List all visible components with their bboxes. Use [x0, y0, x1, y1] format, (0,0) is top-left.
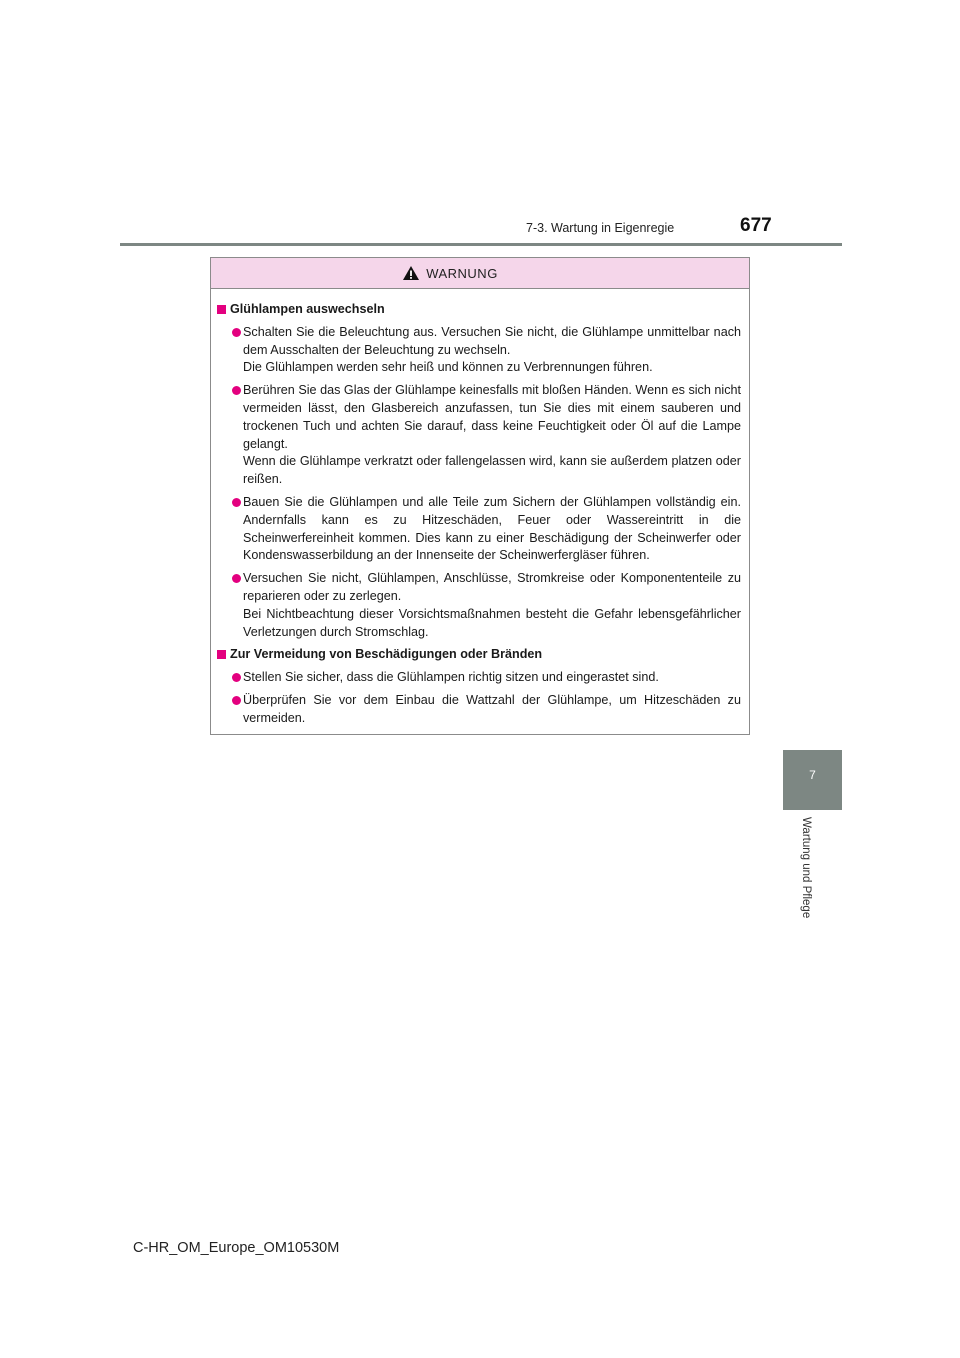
- list-item: [217, 669, 741, 687]
- page-number: 677: [740, 215, 772, 236]
- bullet-icon: [232, 498, 241, 507]
- list-item: [217, 570, 741, 641]
- section-title-text: Glühlampen auswechseln: [230, 302, 385, 316]
- warning-body: [211, 289, 749, 728]
- header-divider: [120, 243, 842, 246]
- warning-box: [210, 257, 750, 735]
- section-title-bulb-change: [217, 301, 741, 319]
- item-paragraph: Wenn die Glühlampe verkratzt oder fallengelassen wird, kann sie außerdem platzen oder reißen.: [243, 454, 741, 487]
- chapter-tab: [783, 750, 842, 810]
- chapter-label-container: [802, 817, 822, 937]
- item-paragraph: Schalten Sie die Beleuchtung aus. Versuchen Sie nicht, die Glühlampe unmittelbar nach dem Ausschalten der Beleuchtung zu wechseln.: [243, 324, 741, 357]
- list-item: [217, 324, 741, 377]
- warning-triangle-icon: [402, 265, 420, 281]
- square-bullet-icon: [217, 305, 226, 314]
- chapter-number: 7: [809, 768, 816, 782]
- section-heading: 7-3. Wartung in Eigenregie: [526, 221, 675, 235]
- item-paragraph: Berühren Sie das Glas der Glühlampe keinesfalls mit bloßen Händen. Wenn es sich nicht vermeiden lässt, den Glasbereich anzufassen, tun Sie dies mit einem sauberen und trockenen Tuch und achten Sie darauf, dass keine Feuchtigkeit oder Öl auf die Lampe gelangt.: [243, 383, 741, 451]
- chapter-label: Wartung und Pflege: [800, 817, 812, 919]
- item-paragraph: Stellen Sie sicher, dass die Glühlampen richtig sitzen und eingerastet sind.: [243, 670, 659, 685]
- bullet-icon: [232, 673, 241, 682]
- bullet-icon: [232, 386, 241, 395]
- item-paragraph: Die Glühlampen werden sehr heiß und können zu Verbrennungen führen.: [243, 360, 653, 375]
- warning-header: [211, 258, 749, 289]
- bullet-icon: [232, 696, 241, 705]
- list-item: [217, 494, 741, 565]
- item-paragraph: Bei Nichtbeachtung dieser Vorsichtsmaßnahmen besteht die Gefahr lebensgefährlicher Verletzungen durch Stromschlag.: [243, 606, 741, 639]
- list-item: [217, 382, 741, 489]
- item-paragraph: Versuchen Sie nicht, Glühlampen, Anschlüsse, Stromkreise oder Komponententeile zu reparieren oder zu zerlegen.: [243, 571, 741, 603]
- document-id: C-HR_OM_Europe_OM10530M: [133, 1240, 340, 1256]
- list-item: [217, 692, 741, 728]
- square-bullet-icon: [217, 650, 226, 659]
- warning-title: WARNUNG: [426, 265, 498, 281]
- section-title-damage-prevention: [217, 646, 741, 664]
- section-title-text: Zur Vermeidung von Beschädigungen oder Bränden: [230, 647, 543, 662]
- item-paragraph: Bauen Sie die Glühlampen und alle Teile zum Sichern der Glühlampen vollständig ein. Andernfalls kann es zu Hitzeschäden, Feuer oder Wassereintritt in die Scheinwerfereinheit kommen. Dies kann zu einer Beschädigung der Scheinwerfer oder Kondenswasserbildung an der Innenseite der Scheinwerfergläser führen.: [243, 494, 741, 563]
- item-paragraph: Überprüfen Sie vor dem Einbau die Wattzahl der Glühlampe, um Hitzeschäden zu vermeiden.: [243, 692, 741, 725]
- bullet-icon: [232, 574, 241, 583]
- bullet-icon: [232, 328, 241, 337]
